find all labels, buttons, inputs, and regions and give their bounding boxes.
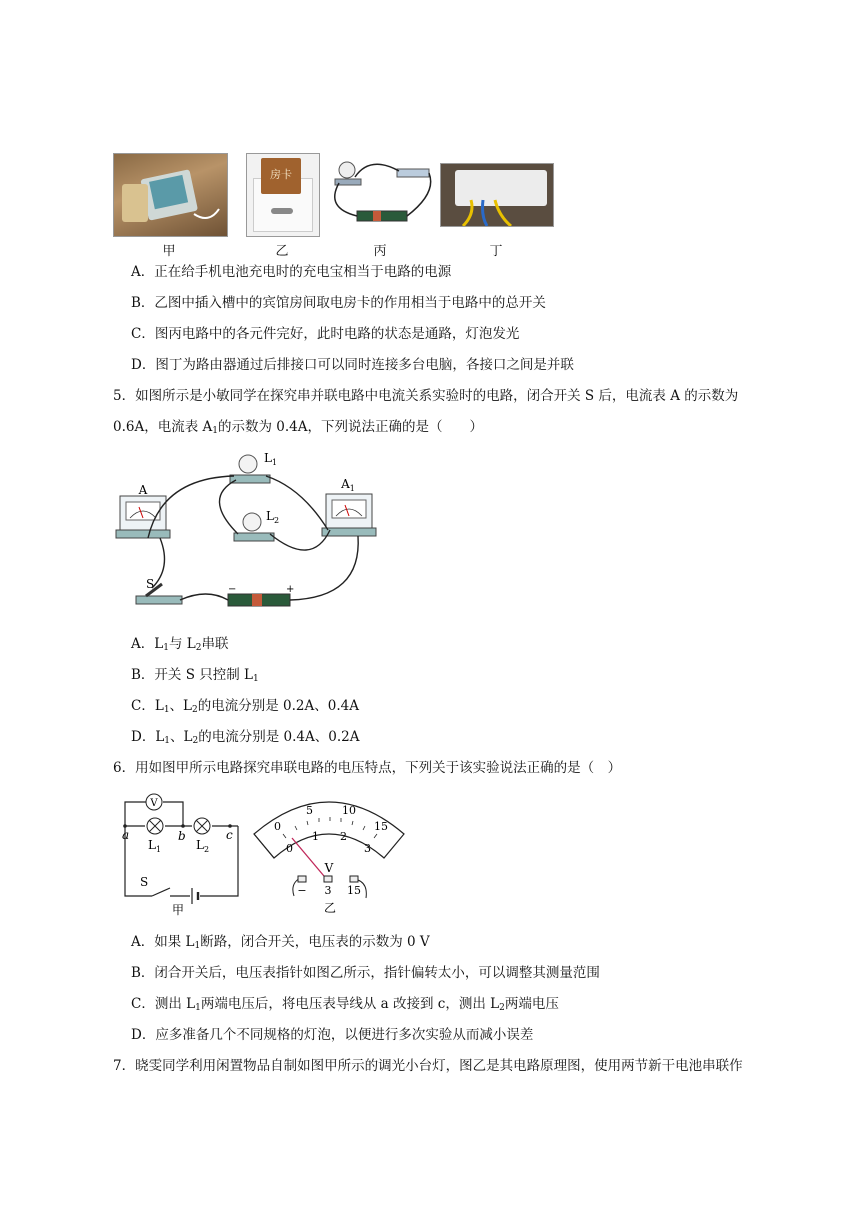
bottom-scale-0: 0 [286,842,293,855]
caption-ding: 丁 [489,244,503,259]
caption-yi: 乙 [323,901,337,915]
point-b-label: b [178,829,186,843]
bulb-l2-label: $L_2$ [266,509,280,525]
battery-icon [192,888,198,904]
bulb-icon [339,162,355,178]
q6-voltmeter-dial-yi [250,792,408,918]
q4-option-b: B．乙图中插入槽中的宾馆房间取电房卡的作用相当于电路中的总开关 [131,295,546,311]
q5-option-a: A．$L_1$与 $L_2$串联 [131,636,229,653]
q5-option-c: C．$L_1$、$L_2$的电流分别是 0.2A、0.4A [131,698,359,715]
caption-yi: 乙 [275,244,289,259]
q6-stem: 6．用如图甲所示电路探究串联电路的电压特点，下列关于该实验说法正确的是（ ） [113,760,622,776]
terminal-15-label: 15 [347,884,361,897]
q4-option-a: A．正在给手机电池充电时的充电宝相当于电路的电源 [131,264,452,280]
bulb-l2-icon [194,818,210,834]
ammeter-a-icon [116,496,170,538]
figure-yi-room-card-photo [246,153,320,237]
ammeter-a-label: A [138,483,148,497]
figure-jia-power-bank-photo [113,153,228,237]
battery-minus-label: − [228,584,237,595]
battery-icon [228,594,290,606]
switch-s-label: S [146,577,155,591]
q6-series-circuit-jia [110,786,245,918]
meter-unit-label: V [324,861,334,875]
power-bank-icon [114,154,227,236]
q7-stem: 7．晓雯同学利用闲置物品自制如图甲所示的调光小台灯，图乙是其电路原理图，使用两节新干电池串联作 [113,1058,743,1074]
bulb-l1-label: $L_1$ [264,451,278,467]
bottom-scale-3: 3 [364,842,371,855]
figure-ding-router-photo [440,163,554,227]
q4-option-d: D．图丁为路由器通过后排接口可以同时连接多台电脑，各接口之间是并联 [131,357,574,373]
q6-option-a: A．如果 $L_1$断路，闭合开关，电压表的示数为 0 V [131,934,430,951]
caption-jia: 甲 [171,903,185,917]
bulb-l1-label: $L_1$ [148,838,162,854]
terminal-3-label: 3 [324,884,332,897]
switch-icon [397,169,429,177]
switch-s-icon [136,584,182,604]
battery-plus-label: + [286,584,295,595]
q4-option-c: C．图丙电路中的各元件完好，此时电路的状态是通路，灯泡发光 [131,326,520,342]
q6-option-c: C．测出 $L_1$两端电压后，将电压表导线从 a 改接到 c，测出 $L_2$两端电压 [131,996,559,1013]
bulb-l2-label: $L_2$ [196,838,210,854]
point-a-label: a [122,828,130,842]
ethernet-cables-icon [441,164,553,226]
ammeter-a1-label: $A_1$ [341,477,355,493]
q5-option-d: D．$L_1$、$L_2$的电流分别是 0.4A、0.2A [131,729,360,746]
top-scale-15: 15 [374,820,388,833]
figure-bing-circuit [325,153,437,237]
bulb-l1-icon [147,818,163,834]
q5-parallel-circuit-figure [112,448,382,618]
q6-option-b: B．闭合开关后，电压表指针如图乙所示，指针偏转太小，可以调整其测量范围 [131,965,600,981]
point-c-label: c [226,828,233,842]
top-scale-5: 5 [306,804,313,817]
q6-option-d: D．应多准备几个不同规格的灯泡，以便进行多次实验从而减小误差 [131,1027,534,1043]
caption-jia: 甲 [162,244,176,259]
room-card [261,158,301,194]
voltmeter-label: V [150,798,158,809]
card-slot-logo-icon [271,208,293,214]
top-scale-0: 0 [274,820,281,833]
room-card-label: 房卡 [270,168,292,181]
bottom-scale-2: 2 [340,830,347,843]
q5-stem-line1: 5．如图所示是小敏同学在探究串并联电路中电流关系实验时的电路，闭合开关 S 后，电流表 A 的示数为 [113,388,739,404]
switch-s-icon [152,888,170,896]
battery-icon [357,211,407,221]
top-scale-10: 10 [342,804,356,817]
bottom-scale-1: 1 [312,830,319,843]
terminal-minus-label: − [297,884,307,897]
ammeter-a1-icon [322,494,376,536]
meter-needle [292,838,329,882]
switch-s-label: S [140,875,149,889]
q5-option-b: B．开关 S 只控制 $L_1$ [131,667,259,684]
caption-bing: 丙 [373,244,387,259]
q5-stem-line2: 0.6A，电流表 $A_1$的示数为 0.4A，下列说法正确的是（ ） [113,419,484,436]
